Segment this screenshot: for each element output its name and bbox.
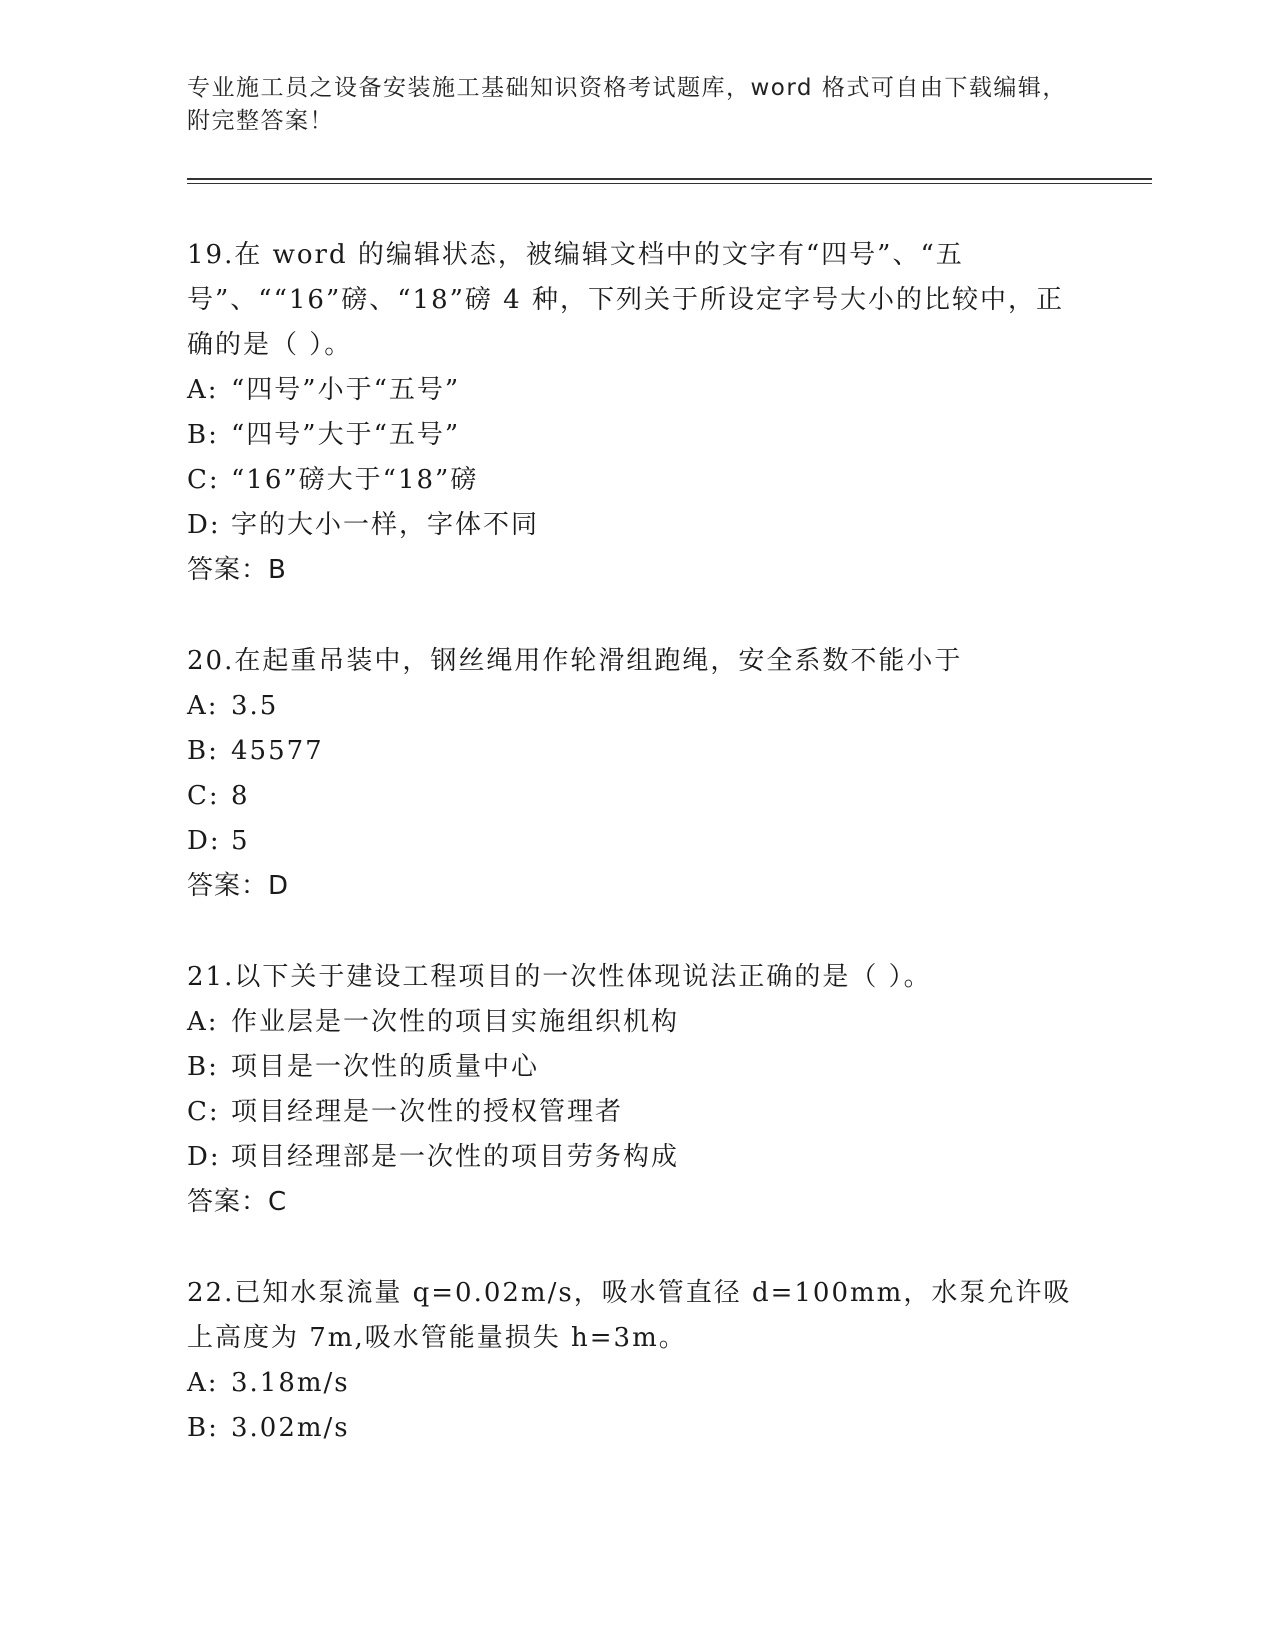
option-text: 字的大小一样，字体不同 xyxy=(231,510,540,540)
question-21 xyxy=(187,955,1087,1225)
option-text: 3.02m/s xyxy=(231,1413,350,1443)
answer: 答案：C xyxy=(187,1187,288,1217)
option-text: “四号”大于“五号” xyxy=(231,420,461,450)
question-stem: 20.在起重吊装中，钢丝绳用作轮滑组跑绳，安全系数不能小于 xyxy=(187,646,963,676)
option-b xyxy=(187,1045,1087,1090)
option-b xyxy=(187,413,1087,458)
option-letter: B: xyxy=(187,1413,219,1443)
option-text: 5 xyxy=(231,826,250,856)
option-d xyxy=(187,1135,1087,1180)
header-divider-thin xyxy=(187,183,1152,184)
option-letter: C: xyxy=(187,1097,220,1127)
option-letter: A: xyxy=(187,1368,219,1398)
option-a xyxy=(187,684,1087,729)
option-text: 8 xyxy=(231,781,250,811)
document-header xyxy=(187,72,1067,138)
option-text: 45577 xyxy=(231,736,324,766)
option-letter: A: xyxy=(187,1007,219,1037)
option-text: 作业层是一次性的项目实施组织机构 xyxy=(231,1007,680,1037)
question-19 xyxy=(187,233,1087,593)
option-d xyxy=(187,503,1087,548)
option-letter: C: xyxy=(187,781,220,811)
option-text: 项目是一次性的质量中心 xyxy=(231,1052,540,1082)
option-a xyxy=(187,1000,1087,1045)
option-letter: A: xyxy=(187,691,219,721)
option-c xyxy=(187,458,1087,503)
question-list xyxy=(187,233,1087,1497)
option-letter: B: xyxy=(187,736,219,766)
question-stem: 22.已知水泵流量 q=0.02m/s，吸水管直径 d=100mm，水泵允许吸上高度为 7m,吸水管能量损失 h=3m。 xyxy=(187,1278,1072,1353)
option-text: 项目经理部是一次性的项目劳务构成 xyxy=(231,1142,680,1172)
option-text: “四号”小于“五号” xyxy=(231,375,461,405)
option-letter: B: xyxy=(187,1052,219,1082)
option-letter: D: xyxy=(187,1142,221,1172)
option-a xyxy=(187,368,1087,413)
option-b xyxy=(187,729,1087,774)
option-letter: A: xyxy=(187,375,219,405)
option-c xyxy=(187,774,1087,819)
option-letter: D: xyxy=(187,510,221,540)
option-b xyxy=(187,1406,1087,1451)
option-text: “16”磅大于“18”磅 xyxy=(231,465,479,495)
answer: 答案：B xyxy=(187,555,287,585)
question-22 xyxy=(187,1271,1087,1451)
header-line-1: 专业施工员之设备安装施工基础知识资格考试题库，word 格式可自由下载编辑， xyxy=(187,75,1067,101)
option-a xyxy=(187,1361,1087,1406)
question-20 xyxy=(187,639,1087,909)
option-text: 3.5 xyxy=(231,691,279,721)
option-text: 3.18m/s xyxy=(231,1368,350,1398)
option-c xyxy=(187,1090,1087,1135)
header-line-2: 附完整答案！ xyxy=(187,108,334,134)
header-divider-thick xyxy=(187,178,1152,180)
question-stem: 19.在 word 的编辑状态，被编辑文档中的文字有“四号”、“五号”、““16”磅、“18”磅 4 种，下列关于所设定字号大小的比较中，正确的是（ ）。 xyxy=(187,240,1064,360)
question-stem: 21.以下关于建设工程项目的一次性体现说法正确的是（ ）。 xyxy=(187,962,932,992)
option-letter: D: xyxy=(187,826,221,856)
option-d xyxy=(187,819,1087,864)
option-text: 项目经理是一次性的授权管理者 xyxy=(231,1097,624,1127)
option-letter: C: xyxy=(187,465,220,495)
option-letter: B: xyxy=(187,420,219,450)
answer: 答案：D xyxy=(187,871,290,901)
